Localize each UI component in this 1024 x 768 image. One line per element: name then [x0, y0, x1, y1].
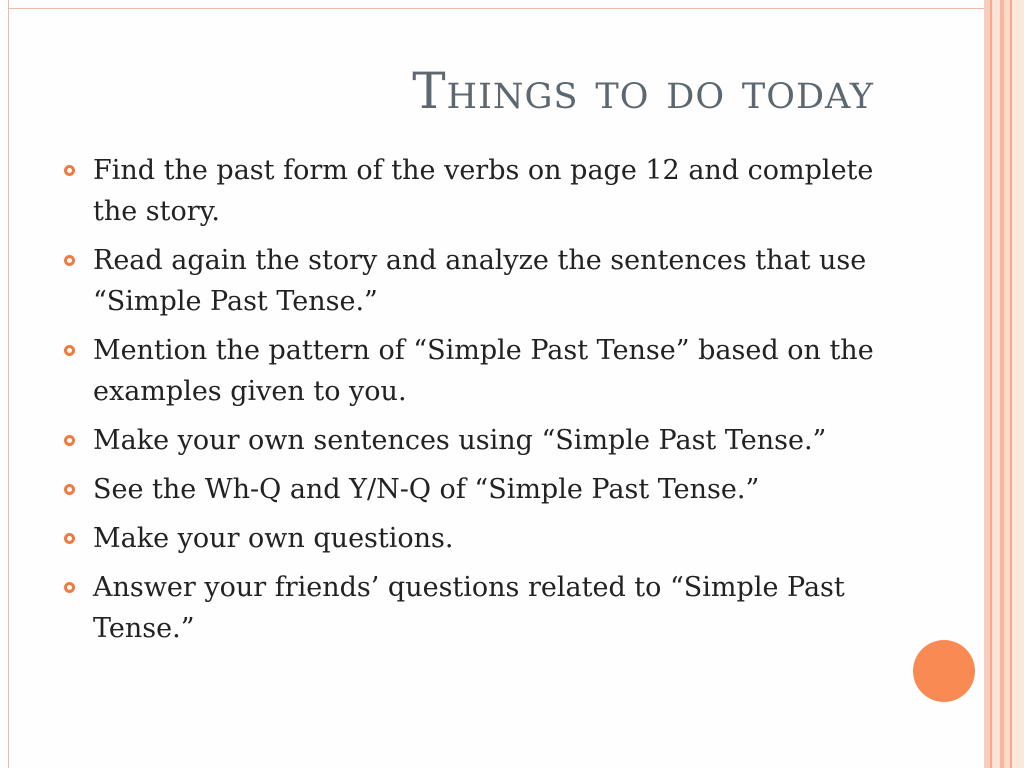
bullet-text: Find the past form of the verbs on page 12 and complete the story.	[93, 155, 874, 227]
bullet-item	[64, 150, 894, 232]
hollow-circle-bullet-icon	[64, 484, 75, 495]
bullet-text: Mention the pattern of “Simple Past Tense” based on the examples given to you.	[93, 335, 874, 407]
decorative-circle	[913, 640, 975, 702]
frame-left-border	[8, 0, 9, 768]
bullet-text: Make your own questions.	[93, 523, 454, 554]
bullet-text: Make your own sentences using “Simple Past Tense.”	[93, 425, 827, 456]
hollow-circle-bullet-icon	[64, 255, 75, 266]
hollow-circle-bullet-icon	[64, 435, 75, 446]
right-decorative-stripe	[1012, 0, 1024, 768]
bullet-item	[64, 567, 894, 649]
bullet-text: Answer your friends’ questions related to “Simple Past Tense.”	[93, 572, 845, 644]
bullet-item	[64, 469, 894, 510]
bullet-text: Read again the story and analyze the sentences that use “Simple Past Tense.”	[93, 245, 867, 317]
bullet-item	[64, 240, 894, 322]
hollow-circle-bullet-icon	[64, 582, 75, 593]
bullet-text: See the Wh-Q and Y/N-Q of “Simple Past Tense.”	[93, 474, 760, 505]
hollow-circle-bullet-icon	[64, 345, 75, 356]
bullet-item	[64, 420, 894, 461]
hollow-circle-bullet-icon	[64, 533, 75, 544]
slide-title: Things to do today	[412, 62, 874, 120]
frame-top-border	[8, 8, 984, 9]
bullet-item	[64, 330, 894, 412]
bullet-item	[64, 518, 894, 559]
hollow-circle-bullet-icon	[64, 165, 75, 176]
bullet-list	[64, 150, 894, 657]
right-decorative-stripe	[992, 0, 1000, 768]
